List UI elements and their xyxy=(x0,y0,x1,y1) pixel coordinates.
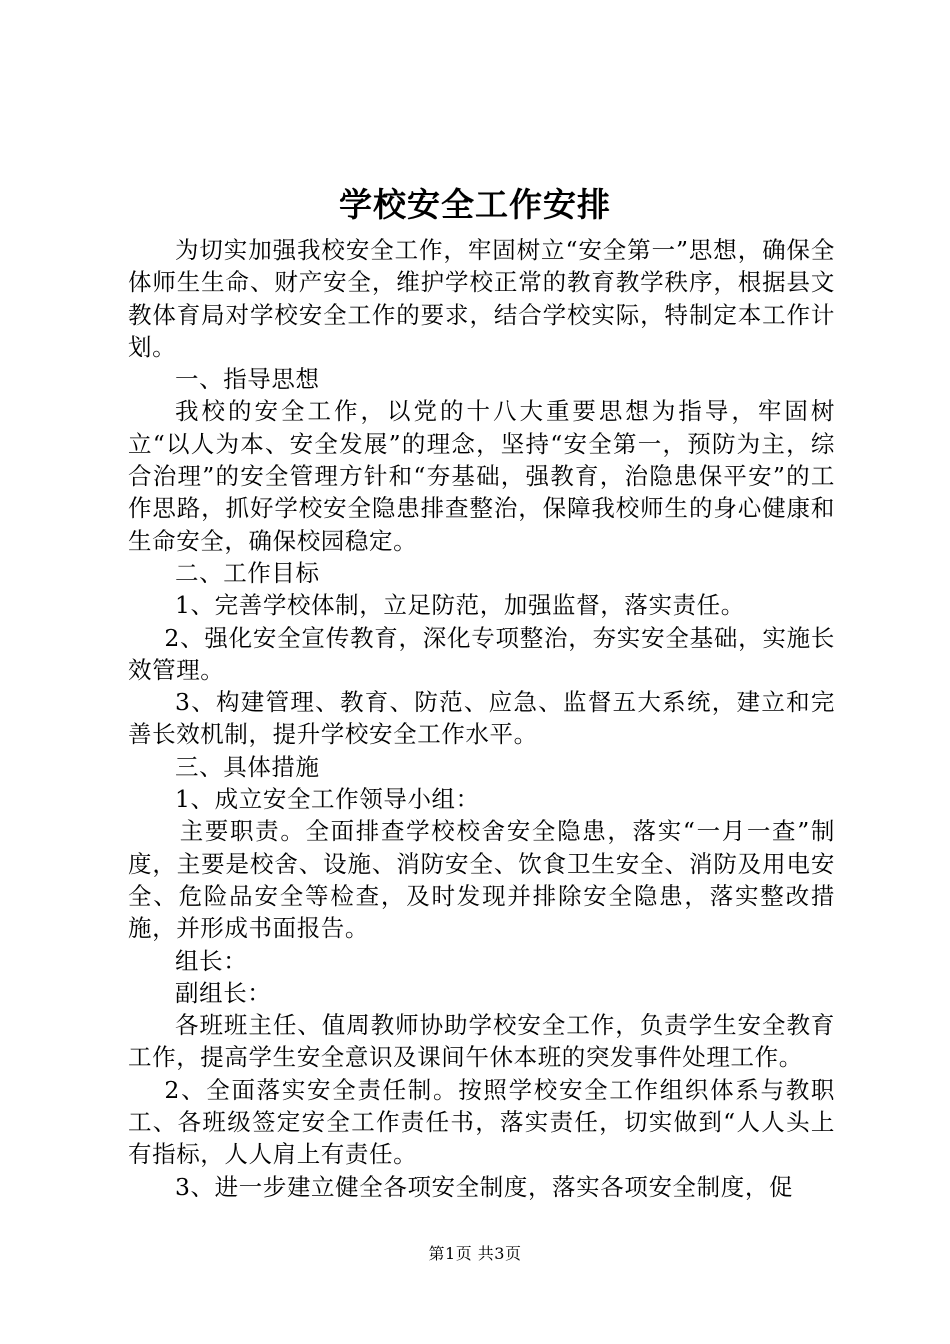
section-heading-guiding-thought: 一、指导思想 xyxy=(175,365,320,394)
document-body xyxy=(128,234,835,1203)
goal-item-3: 3、构建管理、教育、防范、应急、监督五大系统，建立和完善长效机制，提升学校安全工作水平。 xyxy=(128,688,835,749)
class-teachers-paragraph: 各班班主任、值周教师协助学校安全工作，负责学生安全教育工作，提高学生安全意识及课间午休本班的突发事件处理工作。 xyxy=(128,1011,835,1072)
deputy-leader-line: 副组长： xyxy=(175,978,272,1007)
guiding-thought-paragraph: 我校的安全工作，以党的十八大重要思想为指导，牢固树立“以人为本、安全发展”的理念，坚持“安全第一，预防为主，综合治理”的安全管理方针和“夯基础，强教育，治隐患保平安”的工作思路，抓好学校安全隐患排查整治，保障我校师生的身心健康和生命安全，确保校园稳定。 xyxy=(128,397,835,555)
section-heading-work-goals: 二、工作目标 xyxy=(175,558,320,587)
intro-paragraph: 为切实加强我校安全工作，牢固树立“安全第一”思想，确保全体师生生命、财产安全，维护学校正常的教育教学秩序，根据县文教体育局对学校安全工作的要求，结合学校实际，特制定本工作计划。 xyxy=(128,236,835,361)
measure-item-3: 3、进一步建立健全各项安全制度，落实各项安全制度，促 xyxy=(175,1172,794,1201)
section-heading-measures: 三、具体措施 xyxy=(175,752,320,781)
group-leader-line: 组长： xyxy=(175,946,248,975)
document-title: 学校安全工作安排 xyxy=(339,185,611,224)
goal-item-2: 2、强化安全宣传教育，深化专项整治，夯实安全基础，实施长效管理。 xyxy=(128,623,835,684)
goal-item-1: 1、完善学校体制，立足防范，加强监督，落实责任。 xyxy=(175,591,745,620)
measure-item-1: 1、成立安全工作领导小组： xyxy=(175,785,480,814)
measure-item-2: 2、全面落实安全责任制。按照学校安全工作组织体系与教职工、各班级签定安全工作责任书，落实责任，切实做到“人人头上有指标，人人肩上有责任。 xyxy=(128,1075,835,1169)
main-duties-paragraph: 主要职责。全面排查学校校舍安全隐患，落实“一月一查”制度，主要是校舍、设施、消防安全、饮食卫生安全、消防及用电安全、危险品安全等检查，及时发现并排除安全隐患，落实整改措施，并形成书面报告。 xyxy=(128,817,835,943)
page-number-footer: 第1页 共3页 xyxy=(428,1244,522,1263)
